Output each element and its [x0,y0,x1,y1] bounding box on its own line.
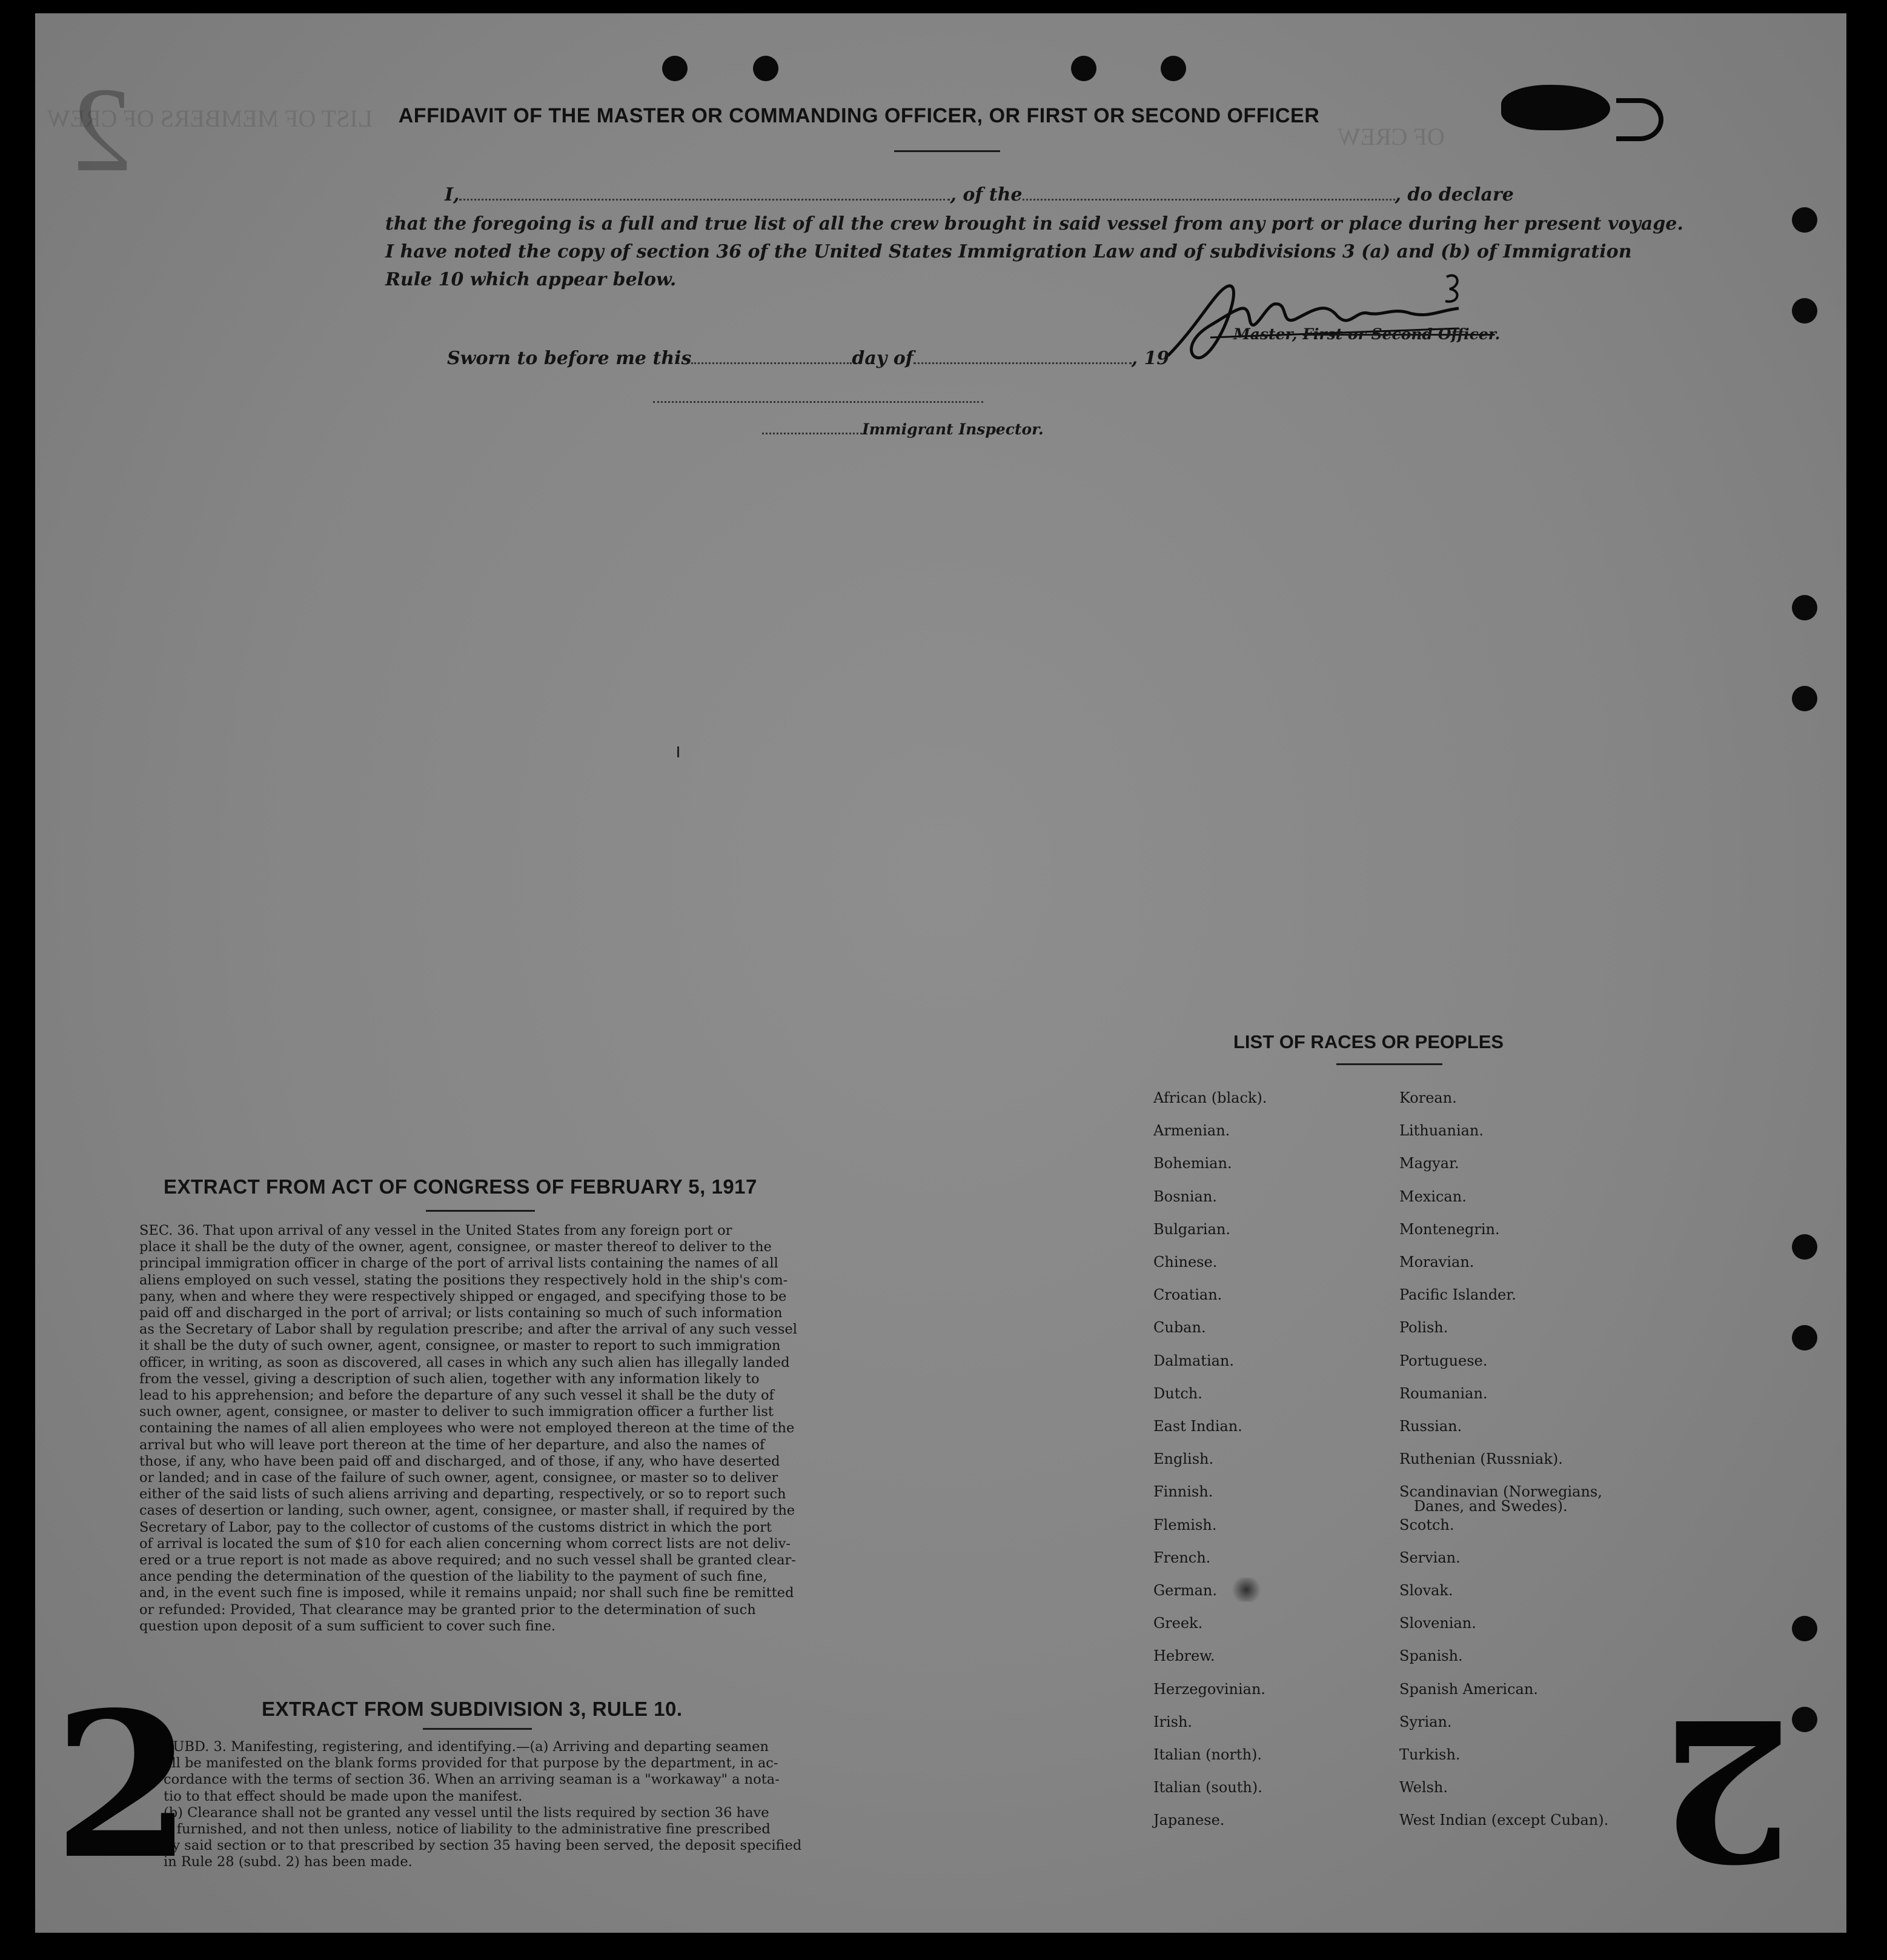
year-label: , 19 [1131,348,1170,369]
ink-blot [1501,85,1610,130]
extract-line: tio to that effect should be made upon the manifest. [164,1788,523,1804]
extract-line: lead to his apprehension; and before the departure of any such vessel it shall be the duty of [139,1387,774,1404]
master-label: Master, [1233,325,1298,343]
extract-line: ance pending the determination of the question of the liability to the payment of such fine, [139,1569,768,1585]
race-item: Hebrew. [1153,1647,1215,1665]
inspector-name-field[interactable] [762,422,862,434]
race-item: Dutch. [1153,1384,1202,1402]
race-item: Ruthenian (Russniak). [1399,1450,1563,1468]
extract-line: n furnished, and not then unless, notice of liability to the administrative fine prescribed [164,1821,771,1838]
extract-line: by said section or to that prescribed by section 35 having been served, the deposit specified [164,1838,802,1854]
race-item: Montenegrin. [1399,1220,1500,1238]
extract-line: cordance with the terms of section 36. When an arriving seaman is a "workaway" a nota- [164,1772,780,1788]
extract-line: either of the said lists of such aliens arriving and departing, respectively, or so to report such [139,1486,786,1503]
signature-label: Master, First or Second Officer. [1233,325,1501,343]
races-title: LIST OF RACES OR PEOPLES [1233,1031,1504,1052]
race-item: Lithuanian. [1399,1122,1484,1140]
race-item: Japanese. [1153,1812,1225,1829]
declare-label: , do declare [1395,184,1514,205]
of-the-label: , of the [950,184,1023,205]
race-item: Roumanian. [1399,1384,1488,1402]
punch-hole [662,56,688,81]
race-item: Finnish. [1153,1483,1213,1501]
race-item: Bulgarian. [1153,1220,1230,1238]
race-item: Armenian. [1153,1122,1230,1140]
race-item: Mexican. [1399,1188,1467,1205]
race-item: Scandinavian (Norwegians, [1399,1483,1602,1501]
extract-line: arrival but who will leave port thereon at the time of her departure, and also the names of [139,1437,765,1453]
extract-line: SUBD. 3. Manifesting, registering, and identifying.—(a) Arriving and departing seamen [164,1739,769,1755]
race-item: Servian. [1399,1549,1461,1566]
race-item: Spanish. [1399,1647,1463,1665]
extract-line: officer, in writing, as soon as discovered, all cases in which any such alien has illegally landed [139,1354,790,1370]
race-item: Italian (south). [1153,1779,1262,1796]
punch-hole [1792,686,1817,711]
corner-number-left: 2 [53,1668,193,1903]
ink-smudge [1230,1578,1263,1602]
race-item: East Indian. [1153,1418,1242,1435]
punch-hole [1792,595,1817,620]
race-item: Danes, and Swedes). [1414,1498,1568,1515]
punch-hole [1071,56,1096,81]
affidavit-line-4: Rule 10 which appear below. [385,269,677,290]
extract-line: aliens employed on such vessel, stating the positions they respectively hold in the ship's com- [139,1272,788,1288]
extract-line: in Rule 28 (subd. 2) has been made. [164,1854,413,1870]
punch-hole [1792,207,1817,233]
name-field[interactable] [459,184,950,201]
race-item: Spanish American. [1399,1680,1538,1698]
inspector-line [762,420,1044,438]
stray-mark [677,746,679,757]
extract-line: pany, when and where they were respectively shipped or engaged, and specifying those to be [139,1288,787,1304]
sworn-label: Sworn to before me this [447,348,692,369]
affidavit-line-1 [445,184,1514,205]
extract-line: containing the names of all alien employees who were not employed thereon at the time of the [139,1420,795,1437]
master-signature [1144,253,1495,374]
race-item: Magyar. [1399,1155,1459,1172]
race-item: Slovak. [1399,1582,1453,1599]
sworn-line [447,348,1169,369]
extract-line: as the Secretary of Labor shall by regulation prescribe; and after the arrival of any such vessel [139,1321,797,1338]
extract-line: it shall be the duty of such owner, agent, consignee, or master to report to such immigration [139,1338,781,1354]
race-item: West Indian (except Cuban). [1399,1812,1609,1829]
extract-line: those, if any, who have been paid off and discharged, and of those, if any, who have deserted [139,1453,780,1469]
punch-hole [1792,298,1817,324]
punch-hole [1792,1616,1817,1641]
bleedthrough-number: 2 [71,63,132,197]
sworn-day-field[interactable] [691,348,852,364]
race-item: Greek. [1153,1615,1203,1632]
punch-hole [1792,1325,1817,1350]
extract-line: principal immigration officer in charge of the port of arrival lists containing the names of all [139,1255,778,1272]
extract-line: or refunded: Provided, That clearance may be granted prior to the determination of such [139,1601,756,1618]
race-item: Chinese. [1153,1254,1218,1271]
affidavit-i-label: I, [445,184,460,205]
race-item: Korean. [1399,1089,1457,1106]
extract-line: from the vessel, giving a description of such alien, together with any information likely to [139,1370,760,1387]
race-item: Herzegovinian. [1153,1680,1266,1698]
extract-line: place it shall be the duty of the owner, agent, consignee, or master thereof to deliver to the [139,1239,772,1255]
extract-line: cases of desertion or landing, such owner, agent, consignee, or master shall, if required by the [139,1503,795,1519]
sworn-month-field[interactable] [914,348,1132,364]
race-item: Dalmatian. [1153,1352,1235,1369]
affidavit-line-3: I have noted the copy of section 36 of the United States Immigration Law and of subdivisions 3 (a) and (b) of Immigration [385,241,1632,262]
race-item: French. [1153,1549,1211,1566]
punch-hole [1792,1234,1817,1260]
extract-act-title: EXTRACT FROM ACT OF CONGRESS OF FEBRUARY 5, 1917 [164,1175,757,1198]
race-item: Croatian. [1153,1286,1222,1304]
race-item: Pacific Islander. [1399,1286,1516,1304]
race-item: Moravian. [1399,1254,1474,1271]
race-item: Turkish. [1399,1746,1461,1763]
extract-rule-underline [423,1728,532,1730]
extract-rule-body [164,1739,866,1871]
extract-line: ered or a true report is not made as above required; and no such vessel shall be granted clear- [139,1552,796,1569]
race-item: Russian. [1399,1418,1462,1435]
race-item: Bosnian. [1153,1188,1217,1205]
document-sheet [35,13,1846,1933]
extract-line: such owner, agent, consignee, or master to deliver to such immigration officer a further list [139,1404,774,1420]
race-item: Syrian. [1399,1713,1452,1730]
ink-mark [1616,98,1663,141]
title-underline [894,150,1000,152]
race-item: English. [1153,1450,1214,1468]
struck-officer-label: First or Second Officer [1302,325,1495,343]
race-item: Polish. [1399,1319,1448,1337]
day-of-label: day of [852,348,914,369]
race-item: Italian (north). [1153,1746,1262,1763]
bleedthrough-heading: LIST OF MEMBERS OF CREW [47,105,373,132]
race-item: Bohemian. [1153,1155,1232,1172]
extract-line: question upon deposit of a sum sufficient to cover such fine. [139,1618,556,1634]
extract-line: or landed; and in case of the failure of such owner, agent, consignee, or master so to deliver [139,1470,778,1486]
extract-line: (b) Clearance shall not be granted any vessel until the lists required by section 36 have [164,1804,769,1821]
extract-line: Secretary of Labor, pay to the collector of customs of the customs district in which the port [139,1519,772,1535]
race-item: German. [1153,1582,1217,1599]
race-item: Slovenian. [1399,1615,1476,1632]
race-item: African (black). [1153,1089,1267,1106]
extract-line: paid off and discharged in the port of arrival; or lists containing so much of such information [139,1305,783,1321]
extract-act-underline [426,1210,535,1212]
race-item: Portuguese. [1399,1352,1488,1369]
extract-line: SEC. 36. That upon arrival of any vessel in the United States from any foreign port or [139,1223,732,1238]
bleedthrough-heading-right: OF CREW [1338,123,1445,150]
vessel-field[interactable] [1023,184,1395,201]
affidavit-line-2: that the foregoing is a full and true list of all the crew brought in said vessel from any port or place during her present voyage. [385,213,1683,234]
extract-line: of arrival is located the sum of $10 for each alien concerning whom correct lists are not deliv- [139,1535,791,1552]
extract-rule-title: EXTRACT FROM SUBDIVISION 3, RULE 10. [262,1698,683,1720]
affidavit-title: AFFIDAVIT OF THE MASTER OR COMMANDING OFFICER, OR FIRST OR SECOND OFFICER [398,104,1320,127]
punch-hole [1161,56,1186,81]
inspector-label: Immigrant Inspector. [862,420,1044,438]
corner-number-right: 2 [1659,1675,1794,1902]
race-item: Welsh. [1399,1779,1448,1796]
inspector-signature-line[interactable] [653,401,983,403]
race-item: Scotch. [1399,1516,1454,1533]
extract-line: and, in the event such fine is imposed, while it remains unpaid; nor shall such fine be remitted [139,1585,794,1601]
race-item: Irish. [1153,1713,1193,1730]
races-underline [1336,1063,1442,1065]
punch-hole [753,56,778,81]
extract-line: all be manifested on the blank forms provided for that purpose by the department, in ac- [164,1755,778,1772]
race-item: Flemish. [1153,1516,1217,1533]
punch-hole [1792,1707,1817,1732]
extract-act-body [139,1223,866,1635]
race-item: Cuban. [1153,1319,1206,1337]
